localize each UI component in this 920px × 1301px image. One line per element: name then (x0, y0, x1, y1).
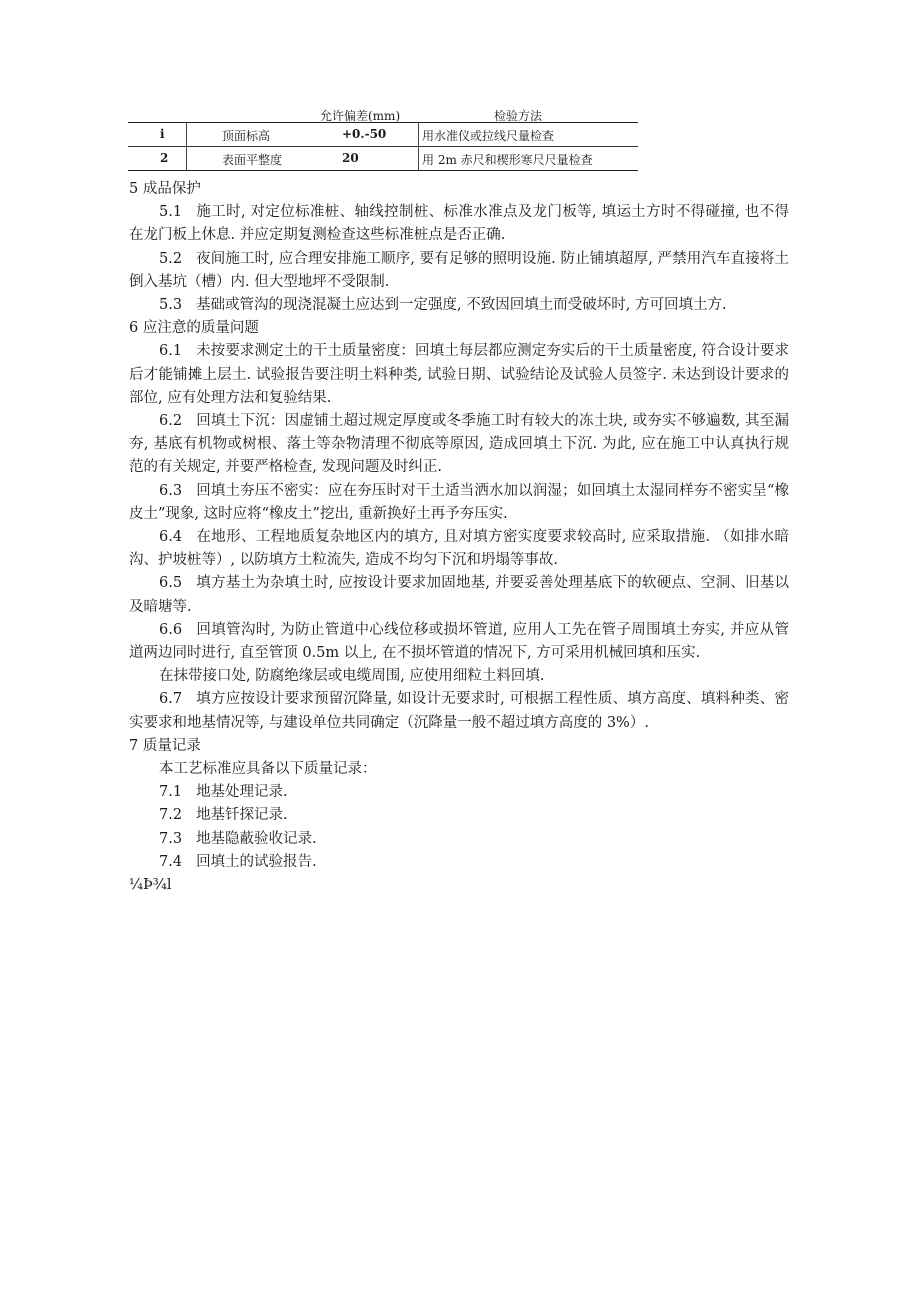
body-text (129, 178, 789, 897)
item-number: 6.2 (159, 413, 183, 430)
item-number: 7.2 (159, 807, 183, 824)
column-divider (186, 123, 187, 146)
row-deviation: 20 (342, 151, 359, 165)
list-item (129, 804, 789, 827)
item-number: 6.1 (159, 343, 183, 360)
column-divider (418, 147, 419, 170)
item-number: 5.3 (159, 297, 183, 314)
item-number: 5.1 (159, 204, 183, 221)
list-item (129, 828, 789, 851)
item-number: 6.7 (159, 691, 183, 708)
paragraph: 在抹带接口处, 防腐绝缘层或电缆周围, 应使用细粒土料回填. (159, 668, 545, 685)
item-number: 7.4 (159, 853, 183, 870)
table-row (128, 123, 638, 147)
row-method: 用水准仪或拉线尺量检查 (422, 129, 555, 143)
paragraph (129, 480, 789, 526)
paragraph (129, 248, 789, 294)
item-text: 回填管沟时, 为防止管道中心线位移或损坏管道, 应用人工先在管子周围填土夯实, 并应从管道两边同时进行, 直至管顶 0.5m 以上, 在不损坏管道的情况下, 方可采用机械回填和压实. (129, 621, 789, 662)
paragraph (129, 340, 789, 410)
header-method: 检验方法 (494, 109, 543, 123)
footer-mark: ¼Þ¾l (129, 877, 172, 894)
item-number: 6.3 (159, 482, 183, 499)
row-item: 表面平整度 (222, 153, 283, 167)
paragraph: 本工艺标准应具备以下质量记录： (159, 761, 377, 778)
row-item: 顶面标高 (222, 129, 271, 143)
item-text: 在地形、工程地质复杂地区内的填方, 且对填方密实度要求较高时, 应采取措施. （如排水暗沟、护坡桩等）, 以防填方土粒流失, 造成不均匀下沉和坍塌等事故. (129, 529, 789, 569)
paragraph (129, 619, 789, 665)
section-heading: 6 应注意的质量问题 (129, 320, 259, 337)
item-number: 7.1 (159, 784, 183, 801)
section-heading: 7 质量记录 (129, 737, 201, 754)
list-item (129, 851, 789, 874)
row-index: i (160, 127, 165, 141)
paragraph (129, 294, 789, 317)
column-divider (418, 123, 419, 146)
paragraph (129, 410, 789, 480)
item-text: 地基处理记录. (196, 784, 288, 801)
item-text: 回填土的试验报告. (196, 853, 317, 870)
item-text: 地基隐蔽验收记录. (196, 830, 317, 847)
paragraph (129, 688, 789, 734)
item-text: 夜间施工时, 应合理安排施工顺序, 要有足够的照明设施. 防止铺填超厚, 严禁用汽车直接将土倒入基坑（槽）内. 但大型地坪不受限制. (129, 250, 789, 290)
item-number: 6.6 (159, 621, 183, 638)
paragraph (129, 572, 789, 618)
item-number: 5.2 (159, 250, 183, 267)
item-text: 填方基土为杂填土时, 应按设计要求加固地基, 并要妥善处理基底下的软硬点、空洞、旧基以及暗塘等. (129, 575, 789, 615)
tolerance-table (128, 106, 638, 171)
item-text: 填方应按设计要求预留沉降量, 如设计无要求时, 可根据工程性质、填方高度、填料种类、密实要求和地基情况等, 与建设单位共同确定（沉降量一般不超过填方高度的 3%）. (129, 691, 789, 731)
row-index: 2 (160, 151, 169, 165)
item-text: 回填土夯压不密实：应在夯压时对干土适当洒水加以润湿；如回填土太湿同样夯不密实呈“橡皮土”现象, 这时应将“橡皮土”挖出, 重新换好土再予夯压实. (129, 482, 789, 522)
item-text: 基础或管沟的现浇混凝土应达到一定强度, 不致因回填土而受破坏时, 方可回填土方. (196, 297, 727, 314)
paragraph (129, 201, 789, 247)
table-row (128, 147, 638, 171)
item-number: 6.5 (159, 575, 183, 592)
item-text: 回填土下沉：因虚铺土超过规定厚度或冬季施工时有较大的冻土块, 或夯实不够遍数, 其至漏夯, 基底有机物或树根、落土等杂物清理不彻底等原因, 造成回填土下沉. 为此, 应在施工中认真执行规范的有关规定, 并要严格检查, 发现问题及时纠正. (129, 413, 789, 476)
section-heading: 5 成品保护 (129, 181, 201, 197)
column-divider (186, 147, 187, 170)
item-number: 6.4 (159, 529, 183, 546)
header-deviation: 允许偏差(mm) (320, 109, 401, 123)
list-item (129, 781, 789, 804)
item-number: 7.3 (159, 830, 183, 847)
row-method: 用 2m 赤尺和楔形寒尺尺量检查 (422, 153, 593, 167)
item-text: 施工时, 对定位标准桩、轴线控制桩、标准水准点及龙门板等, 填运土方时不得碰撞, 也不得在龙门板上休息. 并应定期复测检查这些标准桩点是否正确. (129, 204, 789, 244)
item-text: 未按要求测定土的干土质量密度：回填土每层都应测定夯实后的干土质量密度, 符合设计要求后才能铺摊上层土. 试验报告要注明土料种类, 试验日期、试验结论及试验人员签字. 未达到设计要求的部位, 应有处理方法和复验结果. (129, 343, 789, 406)
row-deviation: +0.-50 (342, 127, 387, 141)
item-text: 地基钎探记录. (196, 807, 288, 824)
paragraph (129, 526, 789, 572)
table-header (128, 106, 638, 123)
